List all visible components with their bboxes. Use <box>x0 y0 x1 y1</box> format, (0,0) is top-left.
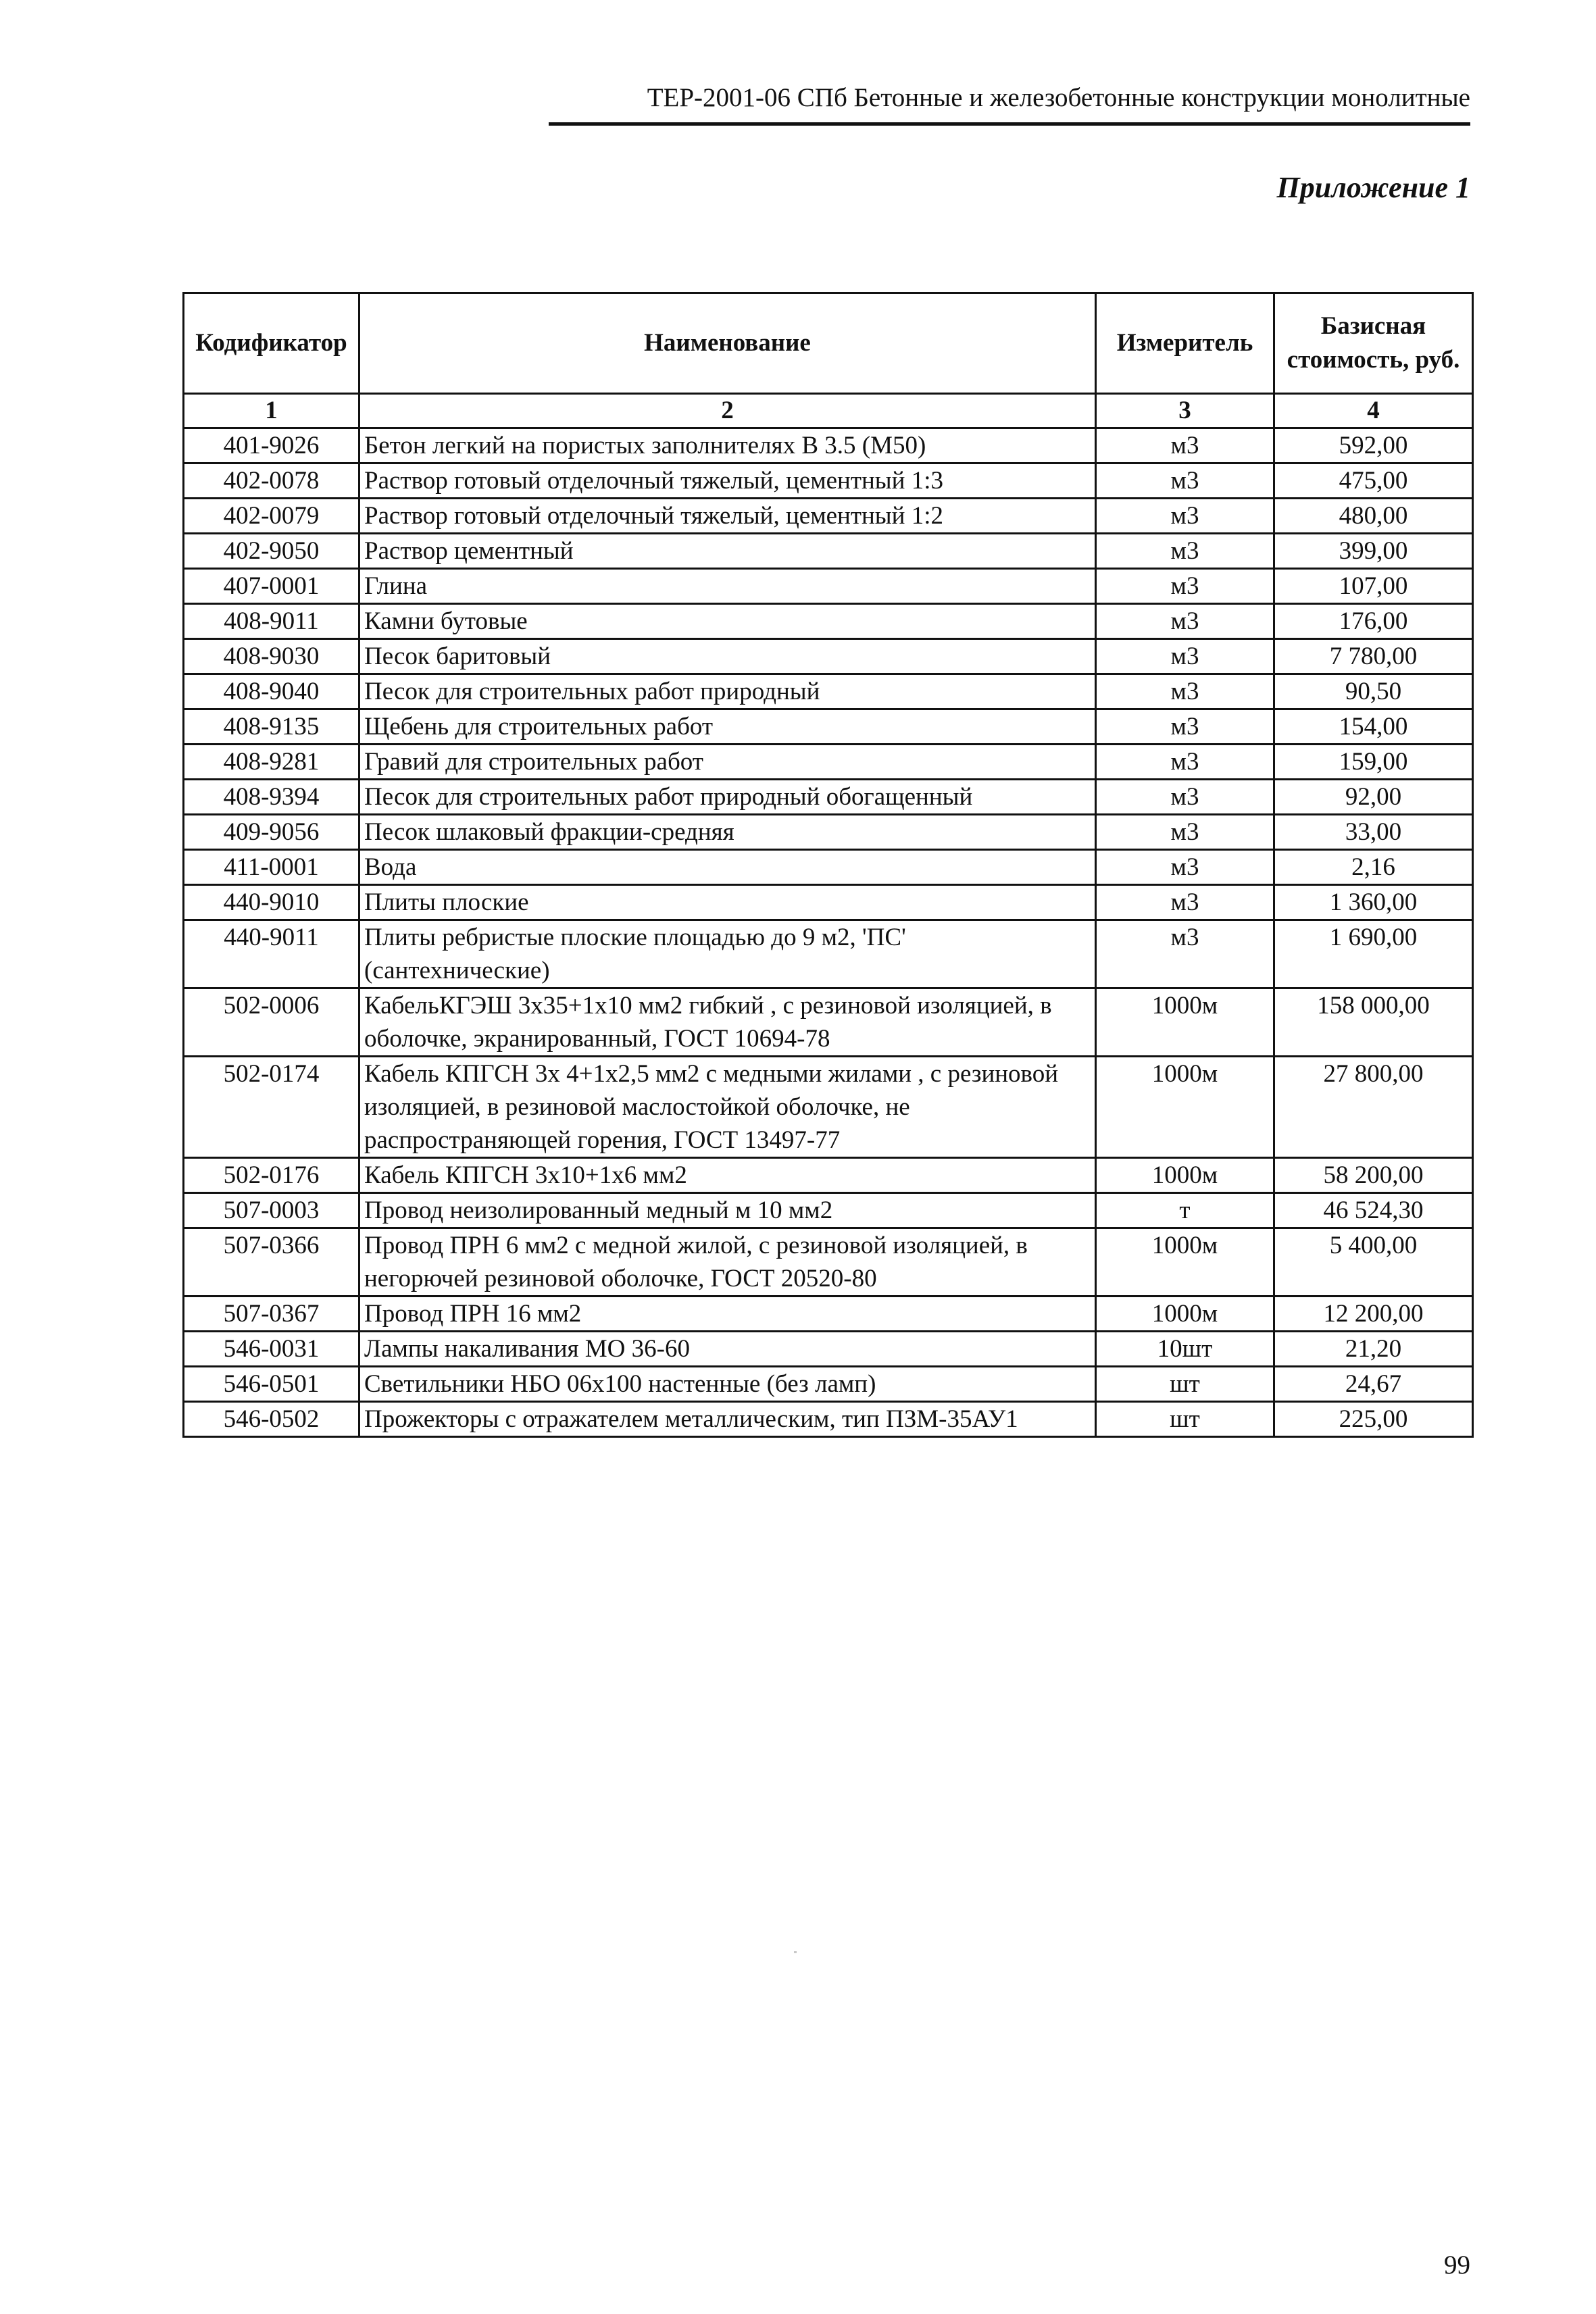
cell-price: 176,00 <box>1274 604 1473 639</box>
table-row <box>184 639 1473 674</box>
cell-code: 546-0031 <box>184 1332 359 1367</box>
cell-unit: м3 <box>1096 463 1274 499</box>
cell-unit: 1000м <box>1096 1158 1274 1193</box>
table-row <box>184 569 1473 604</box>
cell-code: 507-0003 <box>184 1193 359 1228</box>
table-row <box>184 780 1473 815</box>
price-table <box>182 292 1474 1438</box>
table-row <box>184 1367 1473 1402</box>
cell-unit: м3 <box>1096 780 1274 815</box>
column-number: 4 <box>1274 394 1473 428</box>
cell-code: 502-0006 <box>184 988 359 1057</box>
cell-name: Гравий для строительных работ <box>359 745 1096 780</box>
table-row <box>184 499 1473 534</box>
cell-price: 154,00 <box>1274 709 1473 745</box>
cell-unit: т <box>1096 1193 1274 1228</box>
cell-code: 502-0174 <box>184 1057 359 1158</box>
table-row <box>184 850 1473 885</box>
cell-name: Раствор готовый отделочный тяжелый, цементный 1:2 <box>359 499 1096 534</box>
column-header-name: Наименование <box>359 293 1096 394</box>
cell-unit: 1000м <box>1096 988 1274 1057</box>
table-row <box>184 1402 1473 1437</box>
table-row <box>184 1057 1473 1158</box>
cell-price: 58 200,00 <box>1274 1158 1473 1193</box>
cell-price: 1 360,00 <box>1274 885 1473 920</box>
column-number: 1 <box>184 394 359 428</box>
cell-code: 502-0176 <box>184 1158 359 1193</box>
cell-code: 408-9030 <box>184 639 359 674</box>
cell-name: Раствор готовый отделочный тяжелый, цементный 1:3 <box>359 463 1096 499</box>
cell-unit: 1000м <box>1096 1057 1274 1158</box>
scan-artifact <box>794 1951 797 1953</box>
table-row <box>184 885 1473 920</box>
cell-price: 21,20 <box>1274 1332 1473 1367</box>
table-row <box>184 674 1473 709</box>
column-header-code: Кодификатор <box>184 293 359 394</box>
column-number-row <box>184 394 1473 428</box>
cell-price: 46 524,30 <box>1274 1193 1473 1228</box>
cell-name: Лампы накаливания МО 36-60 <box>359 1332 1096 1367</box>
cell-unit: м3 <box>1096 850 1274 885</box>
running-header-title: ТЕР-2001-06 СПб Бетонные и железобетонные конструкции монолитные <box>647 83 1470 112</box>
cell-name: Кабель КПГСН 3х 4+1х2,5 мм2 с медными жилами , с резиновой изоляцией, в резиновой маслостойкой оболочке, не распространяющей горения, ГОСТ 13497-77 <box>359 1057 1096 1158</box>
cell-unit: 10шт <box>1096 1332 1274 1367</box>
cell-name: КабельКГЭШ 3х35+1х10 мм2 гибкий , с резиновой изоляцией, в оболочке, экранированный, ГОСТ 10694-78 <box>359 988 1096 1057</box>
cell-unit: м3 <box>1096 499 1274 534</box>
table-row <box>184 604 1473 639</box>
table-row <box>184 745 1473 780</box>
cell-unit: м3 <box>1096 428 1274 463</box>
cell-code: 402-0079 <box>184 499 359 534</box>
cell-name: Провод ПРН 6 мм2 с медной жилой, с резиновой изоляцией, в негорючей резиновой оболочке, ГОСТ 20520-80 <box>359 1228 1096 1297</box>
column-number: 2 <box>359 394 1096 428</box>
cell-unit: м3 <box>1096 569 1274 604</box>
cell-name: Прожекторы с отражателем металлическим, тип ПЗМ-35АУ1 <box>359 1402 1096 1437</box>
cell-price: 480,00 <box>1274 499 1473 534</box>
cell-code: 408-9011 <box>184 604 359 639</box>
table-row <box>184 920 1473 988</box>
cell-price: 12 200,00 <box>1274 1297 1473 1332</box>
cell-name: Песок шлаковый фракции-средняя <box>359 815 1096 850</box>
cell-price: 399,00 <box>1274 534 1473 569</box>
appendix-label: Приложение 1 <box>1276 171 1470 204</box>
cell-code: 440-9010 <box>184 885 359 920</box>
cell-unit: м3 <box>1096 639 1274 674</box>
page-number: 99 <box>1444 2250 1470 2280</box>
table-row <box>184 463 1473 499</box>
cell-price: 24,67 <box>1274 1367 1473 1402</box>
header-rule <box>549 122 1470 126</box>
cell-price: 90,50 <box>1274 674 1473 709</box>
cell-unit: м3 <box>1096 604 1274 639</box>
table-row <box>184 1228 1473 1297</box>
cell-code: 546-0502 <box>184 1402 359 1437</box>
cell-unit: м3 <box>1096 920 1274 988</box>
cell-name: Плиты ребристые плоские площадью до 9 м2, 'ПС' (сантехнические) <box>359 920 1096 988</box>
table-row <box>184 534 1473 569</box>
cell-price: 592,00 <box>1274 428 1473 463</box>
cell-name: Песок для строительных работ природный обогащенный <box>359 780 1096 815</box>
cell-unit: м3 <box>1096 674 1274 709</box>
cell-code: 409-9056 <box>184 815 359 850</box>
column-header-unit: Измеритель <box>1096 293 1274 394</box>
cell-code: 507-0366 <box>184 1228 359 1297</box>
cell-price: 225,00 <box>1274 1402 1473 1437</box>
cell-name: Глина <box>359 569 1096 604</box>
cell-name: Плиты плоские <box>359 885 1096 920</box>
table-row <box>184 1297 1473 1332</box>
cell-code: 408-9135 <box>184 709 359 745</box>
cell-name: Камни бутовые <box>359 604 1096 639</box>
cell-price: 27 800,00 <box>1274 1057 1473 1158</box>
table-row <box>184 709 1473 745</box>
cell-unit: 1000м <box>1096 1228 1274 1297</box>
cell-name: Вода <box>359 850 1096 885</box>
cell-name: Светильники НБО 06х100 настенные (без ламп) <box>359 1367 1096 1402</box>
cell-price: 107,00 <box>1274 569 1473 604</box>
table-body <box>184 428 1473 1437</box>
cell-name: Песок для строительных работ природный <box>359 674 1096 709</box>
cell-code: 411-0001 <box>184 850 359 885</box>
column-number: 3 <box>1096 394 1274 428</box>
table-row <box>184 428 1473 463</box>
cell-code: 402-0078 <box>184 463 359 499</box>
cell-unit: шт <box>1096 1402 1274 1437</box>
table-row <box>184 1332 1473 1367</box>
cell-name: Кабель КПГСН 3х10+1х6 мм2 <box>359 1158 1096 1193</box>
cell-code: 408-9040 <box>184 674 359 709</box>
cell-code: 402-9050 <box>184 534 359 569</box>
cell-code: 507-0367 <box>184 1297 359 1332</box>
table-row <box>184 815 1473 850</box>
table-row <box>184 1193 1473 1228</box>
cell-unit: 1000м <box>1096 1297 1274 1332</box>
cell-price: 7 780,00 <box>1274 639 1473 674</box>
table-row <box>184 1158 1473 1193</box>
cell-price: 92,00 <box>1274 780 1473 815</box>
cell-price: 475,00 <box>1274 463 1473 499</box>
cell-unit: шт <box>1096 1367 1274 1402</box>
table-header-row <box>184 293 1473 394</box>
cell-name: Провод ПРН 16 мм2 <box>359 1297 1096 1332</box>
cell-unit: м3 <box>1096 709 1274 745</box>
cell-name: Бетон легкий на пористых заполнителях В 3.5 (М50) <box>359 428 1096 463</box>
cell-code: 546-0501 <box>184 1367 359 1402</box>
cell-unit: м3 <box>1096 534 1274 569</box>
cell-code: 407-0001 <box>184 569 359 604</box>
cell-code: 408-9394 <box>184 780 359 815</box>
cell-price: 1 690,00 <box>1274 920 1473 988</box>
table-row <box>184 988 1473 1057</box>
cell-name: Щебень для строительных работ <box>359 709 1096 745</box>
column-header-price: Базисная стоимость, руб. <box>1274 293 1473 394</box>
cell-code: 440-9011 <box>184 920 359 988</box>
cell-price: 2,16 <box>1274 850 1473 885</box>
cell-price: 5 400,00 <box>1274 1228 1473 1297</box>
cell-price: 158 000,00 <box>1274 988 1473 1057</box>
cell-name: Провод неизолированный медный м 10 мм2 <box>359 1193 1096 1228</box>
cell-unit: м3 <box>1096 815 1274 850</box>
cell-price: 33,00 <box>1274 815 1473 850</box>
cell-code: 401-9026 <box>184 428 359 463</box>
cell-unit: м3 <box>1096 745 1274 780</box>
cell-unit: м3 <box>1096 885 1274 920</box>
cell-name: Песок баритовый <box>359 639 1096 674</box>
cell-price: 159,00 <box>1274 745 1473 780</box>
cell-name: Раствор цементный <box>359 534 1096 569</box>
cell-code: 408-9281 <box>184 745 359 780</box>
